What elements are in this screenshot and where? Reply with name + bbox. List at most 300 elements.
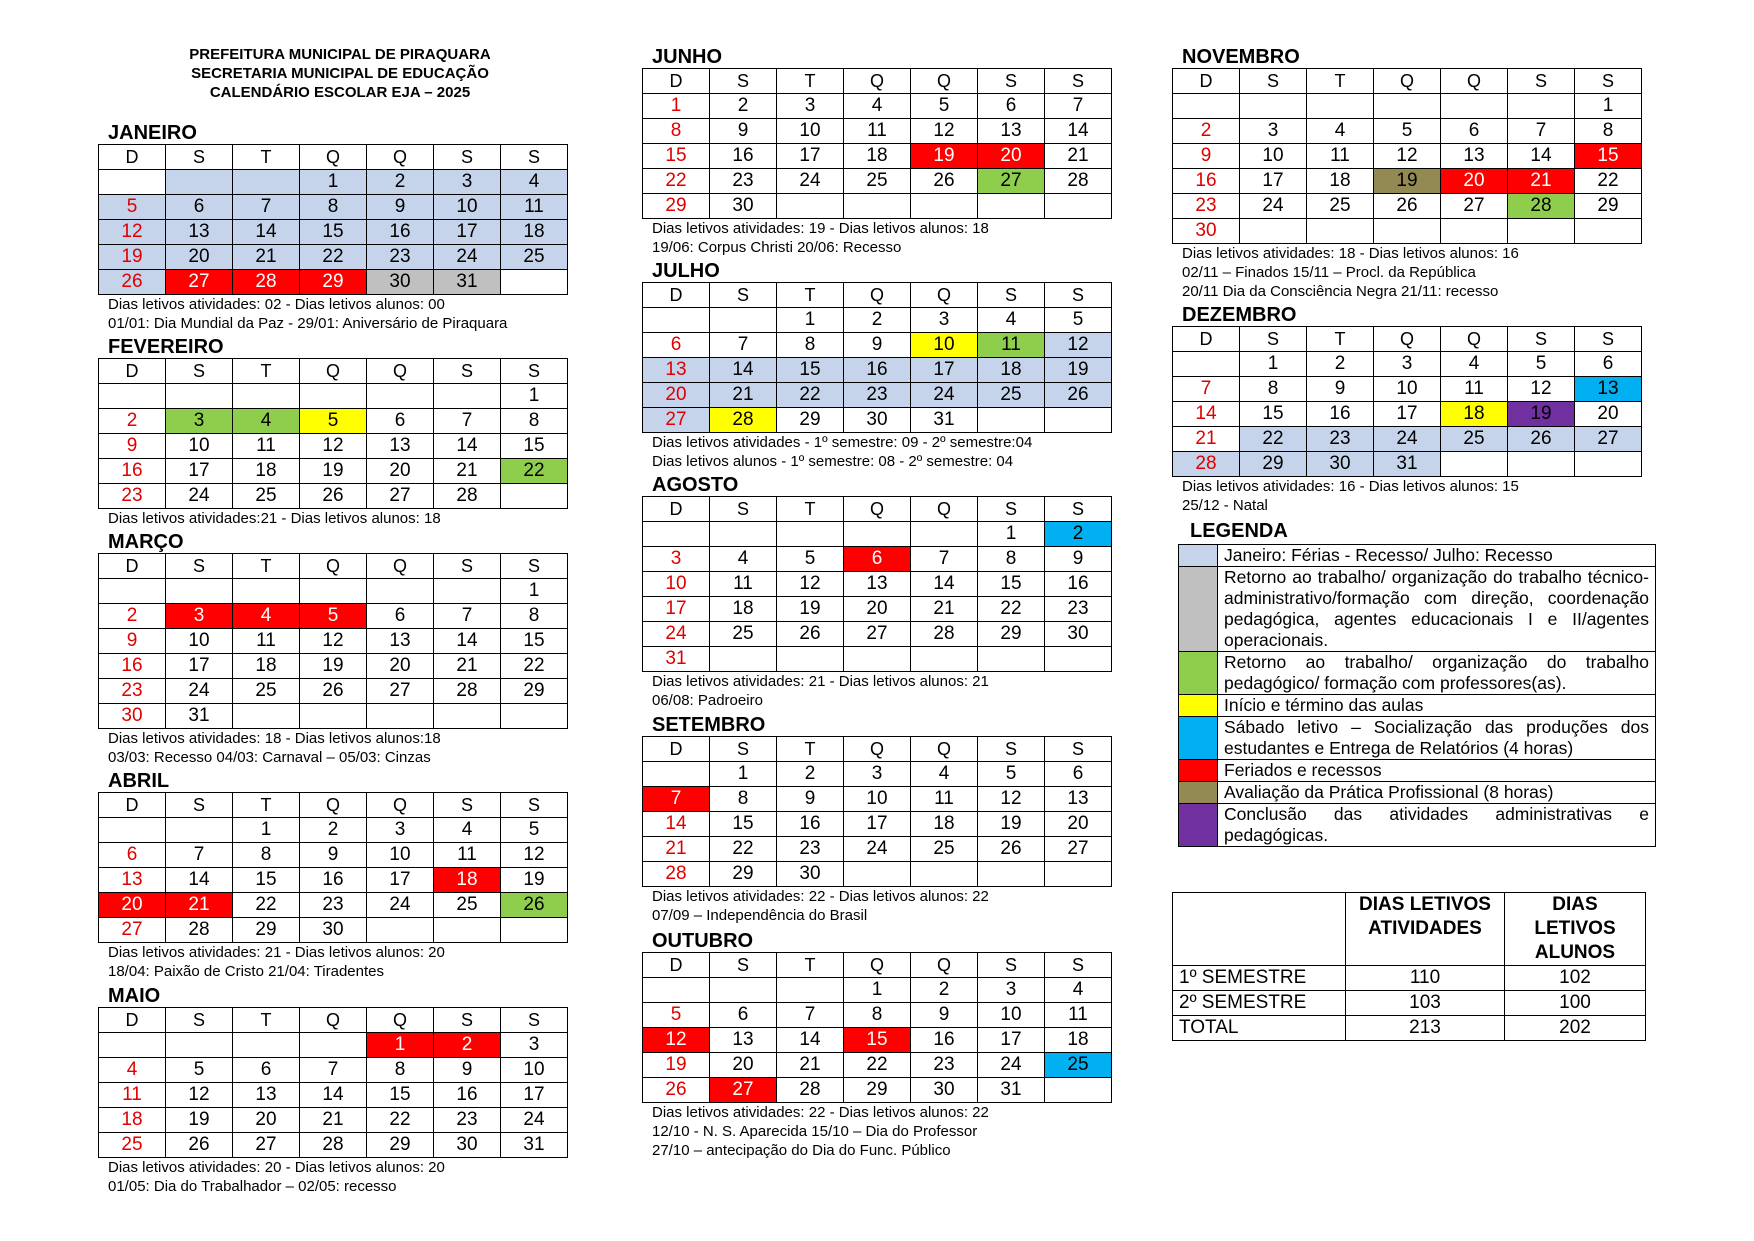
empty-day-cell [710, 522, 777, 547]
calendar-grid [1172, 326, 1642, 477]
week-row [1173, 219, 1642, 244]
day-cell: 7 [434, 409, 501, 434]
weekday-label: T [1307, 69, 1374, 94]
day-cell: 29 [501, 679, 568, 704]
month-name: JUNHO [652, 46, 723, 68]
day-cell: 18 [911, 812, 978, 837]
day-cell: 2 [777, 762, 844, 787]
day-cell: 15 [501, 434, 568, 459]
weekday-label: Q [367, 554, 434, 579]
weekday-label: S [166, 145, 233, 170]
weekday-label: S [1045, 283, 1112, 308]
totals-col-alunos: DIAS LETIVOS ALUNOS [1505, 893, 1646, 966]
week-row [643, 1078, 1112, 1103]
day-cell: 5 [300, 409, 367, 434]
day-cell: 2 [1045, 522, 1112, 547]
day-cell: 16 [777, 812, 844, 837]
month-note: 20/11 Dia da Consciência Negra 21/11: recesso [1182, 283, 1499, 300]
week-row [99, 1108, 568, 1133]
weekday-label: S [501, 554, 568, 579]
month-name: JANEIRO [108, 122, 197, 144]
empty-day-cell [434, 384, 501, 409]
day-cell: 9 [1173, 144, 1240, 169]
day-cell: 28 [1508, 194, 1575, 219]
day-cell: 18 [978, 358, 1045, 383]
day-cell: 17 [434, 220, 501, 245]
day-cell: 2 [844, 308, 911, 333]
day-cell: 29 [710, 862, 777, 887]
month-note: 12/10 - N. S. Aparecida 15/10 – Dia do Professor [652, 1123, 978, 1140]
empty-day-cell [99, 1033, 166, 1058]
day-cell: 14 [1045, 119, 1112, 144]
day-cell: 25 [501, 245, 568, 270]
day-cell: 13 [710, 1028, 777, 1053]
month-note: 01/01: Dia Mundial da Paz - 29/01: Aniversário de Piraquara [108, 315, 508, 332]
day-cell: 15 [501, 629, 568, 654]
day-cell: 7 [233, 195, 300, 220]
empty-day-cell [643, 522, 710, 547]
week-row [643, 522, 1112, 547]
totals-row-label: 1º SEMESTRE [1173, 966, 1346, 991]
week-row [99, 1133, 568, 1158]
day-cell: 3 [166, 604, 233, 629]
weekday-header-row [643, 953, 1112, 978]
day-cell: 10 [166, 629, 233, 654]
empty-day-cell [501, 270, 568, 295]
day-cell: 27 [844, 622, 911, 647]
totals-atividades-value: 103 [1346, 991, 1505, 1016]
day-cell: 15 [367, 1083, 434, 1108]
day-cell: 23 [911, 1053, 978, 1078]
weekday-header-row [99, 554, 568, 579]
legend-row [1179, 804, 1656, 847]
legend-row [1179, 652, 1656, 695]
day-cell: 29 [1575, 194, 1642, 219]
day-cell: 29 [844, 1078, 911, 1103]
week-row [643, 862, 1112, 887]
day-cell: 28 [710, 408, 777, 433]
legend-row [1179, 760, 1656, 782]
week-row [643, 787, 1112, 812]
weekday-header-row [99, 359, 568, 384]
day-cell: 20 [978, 144, 1045, 169]
weekday-label: Q [300, 793, 367, 818]
empty-day-cell [844, 522, 911, 547]
day-cell: 27 [166, 270, 233, 295]
day-cell: 7 [166, 843, 233, 868]
calendar-grid [98, 553, 568, 729]
day-cell: 13 [233, 1083, 300, 1108]
weekday-label: S [710, 69, 777, 94]
weekday-label: Q [1374, 327, 1441, 352]
month-name: NOVEMBRO [1182, 46, 1300, 68]
day-cell: 28 [300, 1133, 367, 1158]
day-cell: 12 [777, 572, 844, 597]
day-cell: 2 [99, 604, 166, 629]
day-cell: 27 [643, 408, 710, 433]
empty-day-cell [978, 862, 1045, 887]
day-cell: 13 [643, 358, 710, 383]
empty-day-cell [99, 818, 166, 843]
empty-day-cell [233, 384, 300, 409]
totals-corner-cell [1173, 893, 1346, 966]
totals-row-label: 2º SEMESTRE [1173, 991, 1346, 1016]
day-cell: 1 [501, 579, 568, 604]
day-cell: 17 [844, 812, 911, 837]
week-row [643, 358, 1112, 383]
day-cell: 16 [1173, 169, 1240, 194]
day-cell: 19 [501, 868, 568, 893]
day-cell: 27 [367, 679, 434, 704]
day-cell: 15 [978, 572, 1045, 597]
day-cell: 30 [777, 862, 844, 887]
empty-day-cell [844, 647, 911, 672]
day-cell: 16 [434, 1083, 501, 1108]
day-cell: 16 [99, 654, 166, 679]
day-cell: 10 [166, 434, 233, 459]
weekday-label: D [643, 737, 710, 762]
week-row [1173, 452, 1642, 477]
day-cell: 16 [1045, 572, 1112, 597]
legend-color-swatch [1179, 695, 1218, 717]
day-cell: 26 [1374, 194, 1441, 219]
day-cell: 18 [710, 597, 777, 622]
empty-day-cell [233, 1033, 300, 1058]
legend-color-swatch [1179, 760, 1218, 782]
day-cell: 23 [99, 484, 166, 509]
legend-text: Feriados e recessos [1218, 760, 1656, 782]
day-cell: 6 [99, 843, 166, 868]
month-outubro [642, 930, 1112, 1160]
legend-title: LEGENDA [1190, 520, 1288, 542]
weekday-label: S [501, 1008, 568, 1033]
day-cell: 17 [643, 597, 710, 622]
day-cell: 7 [1045, 94, 1112, 119]
empty-day-cell [434, 579, 501, 604]
day-cell: 19 [1045, 358, 1112, 383]
weekday-label: S [434, 554, 501, 579]
empty-day-cell [300, 1033, 367, 1058]
week-row [1173, 119, 1642, 144]
month-abril [98, 770, 568, 981]
week-row [643, 383, 1112, 408]
weekday-label: D [99, 793, 166, 818]
day-cell: 30 [300, 918, 367, 943]
day-cell: 8 [1240, 377, 1307, 402]
day-cell: 25 [99, 1133, 166, 1158]
legend-row [1179, 782, 1656, 804]
day-cell: 7 [1508, 119, 1575, 144]
day-cell: 11 [99, 1083, 166, 1108]
day-cell: 30 [710, 194, 777, 219]
calendar-grid [98, 1007, 568, 1158]
week-row [643, 308, 1112, 333]
day-cell: 25 [978, 383, 1045, 408]
day-cell: 1 [367, 1033, 434, 1058]
month-janeiro [98, 122, 568, 333]
day-cell: 22 [1575, 169, 1642, 194]
day-cell: 20 [99, 893, 166, 918]
day-cell: 29 [300, 270, 367, 295]
weekday-label: Q [844, 953, 911, 978]
day-cell: 6 [1441, 119, 1508, 144]
calendar-grid [642, 952, 1112, 1103]
empty-day-cell [166, 384, 233, 409]
weekday-label: S [1508, 327, 1575, 352]
day-cell: 20 [367, 654, 434, 679]
day-cell: 19 [300, 459, 367, 484]
legend-color-swatch [1179, 782, 1218, 804]
empty-day-cell [367, 704, 434, 729]
day-cell: 16 [367, 220, 434, 245]
day-cell: 9 [99, 434, 166, 459]
month-name: MAIO [108, 985, 161, 1007]
day-cell: 15 [844, 1028, 911, 1053]
day-cell: 9 [777, 787, 844, 812]
day-cell: 22 [233, 893, 300, 918]
legend-table [1178, 544, 1656, 847]
legend-color-swatch [1179, 652, 1218, 695]
empty-day-cell [166, 818, 233, 843]
week-row [99, 170, 568, 195]
weekday-label: S [166, 554, 233, 579]
day-cell: 23 [99, 679, 166, 704]
day-cell: 8 [367, 1058, 434, 1083]
weekday-label: D [643, 69, 710, 94]
weekday-header-row [99, 145, 568, 170]
empty-day-cell [1441, 452, 1508, 477]
weekday-label: D [643, 953, 710, 978]
empty-day-cell [643, 762, 710, 787]
day-cell: 7 [643, 787, 710, 812]
day-cell: 18 [844, 144, 911, 169]
day-cell: 4 [1441, 352, 1508, 377]
day-cell: 5 [643, 1003, 710, 1028]
day-cell: 9 [367, 195, 434, 220]
empty-day-cell [501, 704, 568, 729]
day-cell: 20 [710, 1053, 777, 1078]
weekday-label: Q [367, 145, 434, 170]
day-cell: 23 [434, 1108, 501, 1133]
weekday-header-row [1173, 327, 1642, 352]
weekday-label: S [1045, 737, 1112, 762]
day-cell: 18 [434, 868, 501, 893]
day-cell: 27 [233, 1133, 300, 1158]
day-cell: 30 [1045, 622, 1112, 647]
day-cell: 7 [1173, 377, 1240, 402]
weekday-label: Q [1441, 69, 1508, 94]
day-cell: 23 [710, 169, 777, 194]
month-name: JULHO [652, 260, 720, 282]
day-cell: 28 [434, 484, 501, 509]
weekday-label: Q [367, 1008, 434, 1033]
week-row [643, 1053, 1112, 1078]
weekday-label: S [501, 359, 568, 384]
day-cell: 8 [1575, 119, 1642, 144]
weekday-label: Q [300, 554, 367, 579]
day-cell: 21 [643, 837, 710, 862]
empty-day-cell [1307, 219, 1374, 244]
day-cell: 15 [1240, 402, 1307, 427]
legend-color-swatch [1179, 717, 1218, 760]
weekday-label: S [1575, 69, 1642, 94]
weekday-header-row [99, 1008, 568, 1033]
day-cell: 10 [367, 843, 434, 868]
calendar-grid [642, 496, 1112, 672]
empty-day-cell [1045, 1078, 1112, 1103]
day-cell: 7 [710, 333, 777, 358]
day-cell: 10 [1374, 377, 1441, 402]
week-row [99, 484, 568, 509]
weekday-label: Q [844, 69, 911, 94]
day-cell: 4 [233, 409, 300, 434]
day-cell: 3 [367, 818, 434, 843]
month-note: 27/10 – antecipação do Dia do Func. Público [652, 1142, 951, 1159]
empty-day-cell [1045, 408, 1112, 433]
day-cell: 12 [501, 843, 568, 868]
month-note: 18/04: Paixão de Cristo 21/04: Tiradentes [108, 963, 385, 980]
day-cell: 8 [501, 604, 568, 629]
day-cell: 18 [233, 459, 300, 484]
day-cell: 13 [99, 868, 166, 893]
day-cell: 27 [367, 484, 434, 509]
empty-day-cell [978, 194, 1045, 219]
week-row [99, 434, 568, 459]
weekday-label: S [1575, 327, 1642, 352]
weekday-label: S [1240, 69, 1307, 94]
weekday-label: S [166, 793, 233, 818]
month-name: MARÇO [108, 531, 184, 553]
weekday-label: S [978, 69, 1045, 94]
weekday-label: S [434, 793, 501, 818]
day-cell: 3 [911, 308, 978, 333]
day-cell: 12 [978, 787, 1045, 812]
week-row [643, 169, 1112, 194]
day-cell: 16 [99, 459, 166, 484]
weekday-label: S [166, 1008, 233, 1033]
day-cell: 6 [978, 94, 1045, 119]
day-cell: 9 [99, 629, 166, 654]
day-cell: 19 [1374, 169, 1441, 194]
day-cell: 22 [501, 459, 568, 484]
day-cell: 16 [300, 868, 367, 893]
day-cell: 20 [1575, 402, 1642, 427]
week-row [643, 978, 1112, 1003]
month-note: Dias letivos atividades: 22 - Dias letivos alunos: 22 [652, 888, 989, 905]
day-cell: 25 [710, 622, 777, 647]
day-cell: 15 [710, 812, 777, 837]
week-row [99, 1058, 568, 1083]
day-cell: 14 [1508, 144, 1575, 169]
empty-day-cell [99, 384, 166, 409]
day-cell: 21 [710, 383, 777, 408]
month-name: AGOSTO [652, 474, 739, 496]
day-cell: 29 [777, 408, 844, 433]
legend-text: Avaliação da Prática Profissional (8 horas) [1218, 782, 1656, 804]
day-cell: 12 [166, 1083, 233, 1108]
day-cell: 14 [434, 434, 501, 459]
day-cell: 24 [166, 679, 233, 704]
weekday-label: Q [844, 497, 911, 522]
day-cell: 12 [1045, 333, 1112, 358]
day-cell: 29 [233, 918, 300, 943]
day-cell: 8 [233, 843, 300, 868]
week-row [99, 220, 568, 245]
empty-day-cell [233, 579, 300, 604]
day-cell: 6 [643, 333, 710, 358]
day-cell: 30 [99, 704, 166, 729]
day-cell: 23 [1173, 194, 1240, 219]
day-cell: 28 [777, 1078, 844, 1103]
day-cell: 26 [643, 1078, 710, 1103]
day-cell: 11 [434, 843, 501, 868]
day-cell: 9 [844, 333, 911, 358]
month-name: ABRIL [108, 770, 170, 792]
month-note: Dias letivos atividades: 16 - Dias letivos alunos: 15 [1182, 478, 1519, 495]
weekday-label: S [710, 497, 777, 522]
month-name: DEZEMBRO [1182, 304, 1297, 326]
day-cell: 10 [978, 1003, 1045, 1028]
day-cell: 19 [643, 1053, 710, 1078]
day-cell: 21 [1173, 427, 1240, 452]
weekday-label: Q [911, 737, 978, 762]
day-cell: 8 [501, 409, 568, 434]
day-cell: 10 [501, 1058, 568, 1083]
day-cell: 21 [1508, 169, 1575, 194]
month-setembro [642, 714, 1112, 925]
day-cell: 24 [367, 893, 434, 918]
day-cell: 29 [1240, 452, 1307, 477]
day-cell: 31 [166, 704, 233, 729]
legend-row [1179, 717, 1656, 760]
day-cell: 16 [710, 144, 777, 169]
day-cell: 6 [166, 195, 233, 220]
day-cell: 27 [99, 918, 166, 943]
day-cell: 4 [1307, 119, 1374, 144]
empty-day-cell [99, 579, 166, 604]
day-cell: 1 [643, 94, 710, 119]
day-cell: 23 [1307, 427, 1374, 452]
day-cell: 14 [166, 868, 233, 893]
day-cell: 1 [710, 762, 777, 787]
legend-text: Janeiro: Férias - Recesso/ Julho: Recesso [1218, 545, 1656, 567]
weekday-label: D [99, 554, 166, 579]
empty-day-cell [166, 1033, 233, 1058]
day-cell: 1 [1240, 352, 1307, 377]
week-row [643, 408, 1112, 433]
week-row [99, 629, 568, 654]
day-cell: 12 [1508, 377, 1575, 402]
weekday-label: S [978, 283, 1045, 308]
week-row [99, 918, 568, 943]
day-cell: 26 [911, 169, 978, 194]
day-cell: 10 [911, 333, 978, 358]
weekday-label: D [99, 1008, 166, 1033]
empty-day-cell [233, 704, 300, 729]
weekday-label: D [643, 283, 710, 308]
month-note: Dias letivos atividades: 22 - Dias letivos alunos: 22 [652, 1104, 989, 1121]
weekday-label: S [978, 953, 1045, 978]
week-row [643, 597, 1112, 622]
day-cell: 16 [844, 358, 911, 383]
day-cell: 5 [1508, 352, 1575, 377]
empty-day-cell [1374, 94, 1441, 119]
weekday-label: S [710, 737, 777, 762]
week-row [643, 1028, 1112, 1053]
empty-day-cell [166, 170, 233, 195]
day-cell: 4 [911, 762, 978, 787]
day-cell: 5 [1045, 308, 1112, 333]
